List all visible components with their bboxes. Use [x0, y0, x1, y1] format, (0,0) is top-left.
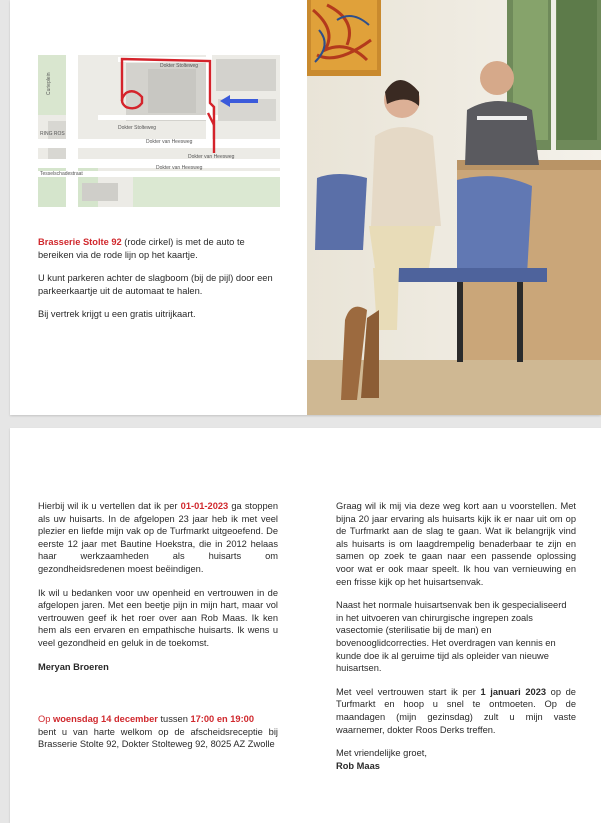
directions-p1 — [38, 236, 280, 261]
directions-text — [38, 236, 280, 332]
intro-p1: Graag wil ik mij via deze weg kort aan u voorstellen. Met bijna 20 jaar ervaring als huisarts kijk ik er naar uit om op de Turfmarkt aan de slag te gaan. Wat ik belangrijk vind als huisarts is om laagdrempelig benaderbaar te zijn en samen op zoek te gaan naar een passende oplossing voor wat er ook maar speelt. Ik hou van vernieuwing en een frisse kijk op het huisartsenvak. — [336, 501, 576, 587]
reception-invite — [38, 713, 278, 751]
intro-p3-a: Met veel vertrouwen start ik per — [336, 686, 481, 697]
start-date: 1 januari 2023 — [480, 686, 547, 697]
map-label-van-heesweg-2: Dokter van Heesweg — [188, 154, 235, 160]
directions-p2: U kunt parkeren achter de slagboom (bij de pijl) door een parkeerkaartje uit de automaat te halen. — [38, 273, 273, 296]
closing-greeting: Met vriendelijke groet, — [336, 748, 427, 759]
doctors-photo — [307, 0, 601, 415]
reception-between: tussen — [157, 714, 191, 725]
intro-p3 — [336, 686, 576, 736]
intro-p3-b: op de Turfmarkt en hoop u snel te ontmoeten. Op de maandagen (mijn gezinsdag) zult u mijn vaste waarnemer, dokter Roos Derks treffen. — [336, 686, 576, 735]
map-label-left-street: Curieplein — [46, 72, 52, 95]
map-label-street-mid: Dokter Stolteweg — [118, 125, 157, 131]
directions-p3: Bij vertrek krijgt u een gratis uitrijkaart. — [38, 309, 196, 320]
closing — [336, 747, 576, 772]
signature-meryan: Meryan Broeren — [38, 661, 109, 672]
location-map — [38, 55, 280, 207]
farewell-p1-b: ga stoppen als uw huisarts. In de afgelopen 23 jaar heb ik met veel plezier en liefde mijn vak op de Turfmarkt uitgeoefend. De eerste 12 jaar met Bautine Hoekstra, die in 2012 helaas haar werkzaamheden als huisarts om gezondheidsredenen moest beëindigen. — [38, 501, 278, 574]
farewell-column — [38, 500, 278, 762]
signature-rob: Rob Maas — [336, 760, 380, 771]
reception-rest: bent u van harte welkom op de afscheidsreceptie bij Brasserie Stolte 92, Dokter Stolteweg 92, 8025 AZ Zwolle — [38, 726, 278, 750]
farewell-date: 01-01-2023 — [180, 501, 229, 511]
intro-p2: Naast het normale huisartsenvak ben ik gespecialiseerd in het uitvoeren van chirurgische ingrepen zoals vasectomie (sterilisatie bij de man) en bovenooglidcorrecties. Het overdragen van kennis en kunde doe ik al geruime tijd als opleider van nieuwe huisartsen. — [336, 600, 567, 674]
introduction-column — [336, 500, 576, 772]
venue-name: Brasserie Stolte 92 — [38, 237, 122, 247]
reception-date: woensdag 14 december — [53, 714, 158, 725]
directions-p1-text: (rode cirkel) is met de auto te bereiken via de rode lijn op het kaartje. — [38, 237, 245, 260]
page-letter — [10, 428, 601, 823]
map-label-van-heesweg-1: Dokter van Heesweg — [146, 139, 193, 145]
map-label-van-heesweg-3: Dokter van Heesweg — [156, 165, 203, 171]
farewell-p1-a: Hierbij wil ik u vertellen dat ik per — [38, 501, 181, 511]
map-label-tesselschadestraat: Tesselschadestraat — [40, 171, 83, 177]
farewell-p1 — [38, 500, 278, 576]
reception-time: 17:00 en 19:00 — [190, 714, 255, 725]
page-top — [10, 0, 601, 415]
map-label-street-top: Dokter Stolteweg — [160, 63, 199, 69]
map-label-ring: RING ROS — [40, 131, 65, 137]
map-graphic — [38, 55, 280, 207]
farewell-p2: Ik wil u bedanken voor uw openheid en vertrouwen in de afgelopen jaren. Met een beetje pijn in mijn hart, maar vol vertrouwen geef ik het roer over aan Rob Maas. Ik ken hem als een ervaren en empathische huisarts. Ik wens u veel gezondheid en geluk in de toekomst. — [38, 587, 278, 648]
photo-graphic — [307, 0, 601, 415]
reception-op: Op — [38, 714, 53, 725]
man-head — [480, 61, 514, 95]
